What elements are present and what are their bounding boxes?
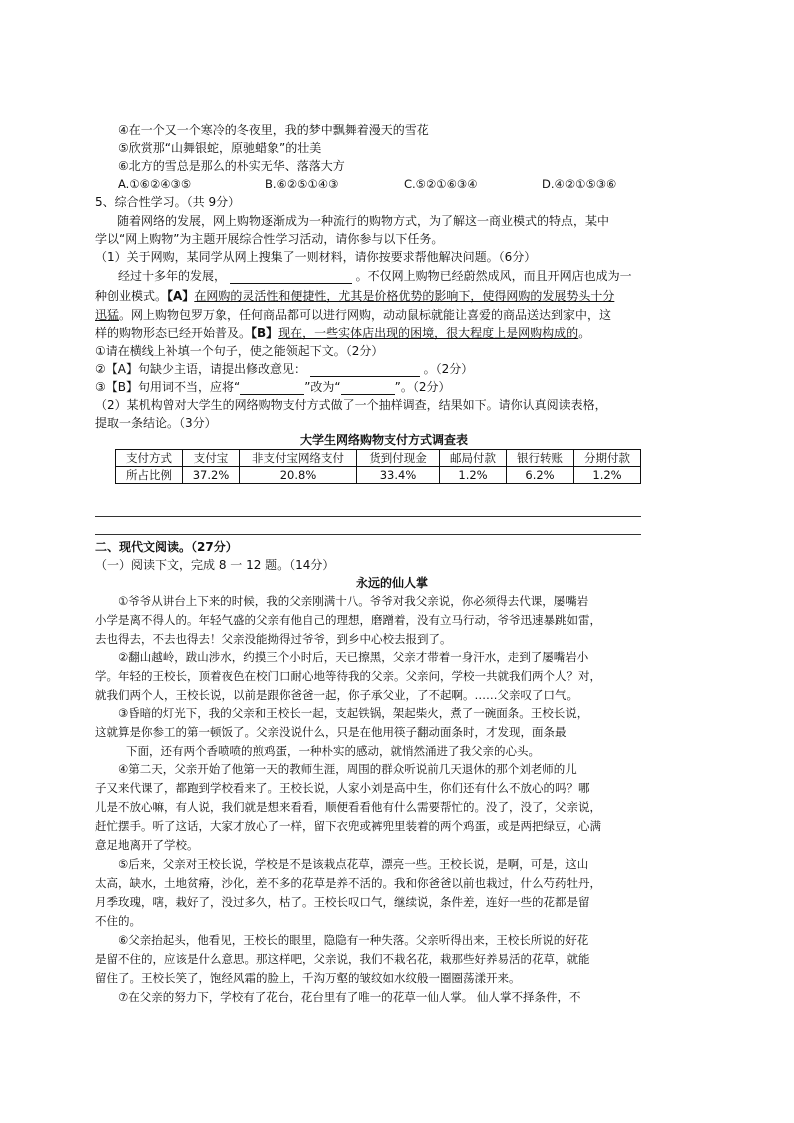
table-header-cell: 邮局付款 — [440, 450, 507, 467]
choice-b: B.⑥②⑤①④③ — [265, 177, 339, 191]
article-line: 留住了。王校长笑了，饱经风霜的脸上，千沟万壑的皱纹如水纹般一圈圈荡漾开来。 — [95, 971, 521, 985]
q5-heading: 5、综合性学习。（共 9分） — [95, 195, 241, 209]
article-line: ④第二天，父亲开始了他第一天的教师生涯，周围的群众听说前几天退休的那个刘老师的儿 — [118, 762, 577, 776]
sentence-a-end: 迅猛 — [95, 308, 120, 322]
choice-d: D.④②①⑤③⑥ — [542, 177, 617, 191]
q5-intro-line2: 学以“网上购物”为主题开展综合性学习活动，请你参与以下任务。 — [95, 232, 444, 246]
article-line: ⑥父亲抬起头，他看见，王校长的眼里，隐隐有一种失落。父亲听得出来，王校长所说的好花 — [118, 933, 589, 947]
article-line: ⑤后来，父亲对王校长说，学校是不是该栽点花草，漂亮一些。王校长说，是啊，可是，这山 — [118, 857, 589, 871]
table-cell: 33.4% — [357, 467, 440, 484]
table-header-cell: 银行转账 — [507, 450, 574, 467]
article-line: 子又来代课了，都跑到学校看来了。王校长说，人家小刘是高中生，你们还有什么不放心的吗？哪 — [95, 781, 590, 795]
table-row — [116, 467, 641, 484]
q5-sub2-line1: （2）某机构曾对大学生的网络购物支付方式做了一个抽样调查，结果如下。请你认真阅读表格， — [95, 398, 607, 412]
task-3-prompt: ③【B】句用词不当，应将“ — [95, 380, 241, 394]
article-line: ②翻山越岭，跋山涉水，约摸三个小时后，天已擦黑，父亲才带着一身汗水，走到了屡嘴岩小 — [118, 650, 589, 664]
table-cell: 1.2% — [440, 467, 507, 484]
article-line: ③昏暗的灯光下，我的父亲和王校长一起，支起铁锅，架起柴火，煮了一碗面条。王校长说， — [118, 706, 589, 720]
passage-text: 。不仅网上购物已经蔚然成风，而且开网店也成为一 — [355, 269, 632, 283]
article-line: 这就算是你参工的第一顿饭了。父亲没说什么，只是在他用筷子翻动面条时，才发现，面条最 — [95, 725, 567, 739]
choice-a: A.①⑥②④③⑤ — [118, 177, 192, 191]
section2-heading: 二、现代文阅读。（27分） — [95, 540, 238, 554]
article-line: 月季玫瑰，嗐，栽好了，没过多久，枯了。王校长叹口气，继续说，条件差，连好一些的花都是留 — [95, 895, 590, 909]
article-line: ①爷爷从讲台上下来的时候，我的父亲刚满十八。爷爷对我父亲说，你必须得去代课，屡嘴岩 — [118, 594, 589, 608]
article-line: 就我们两个人，王校长说，以前是跟你爸爸一起，你子承父业，了不起啊。……父亲叹了口气。 — [95, 688, 578, 702]
task-3-score: ”。（2分） — [394, 380, 451, 394]
fill-blank-2[interactable] — [310, 364, 420, 377]
survey-table — [115, 449, 641, 484]
article-line: 赶忙摆手。听了这话，大家才放心了一样，留下衣兜或裤兜里装着的两个鸡蛋，或是两把绿豆，心满 — [95, 819, 601, 833]
option-item-6: ⑥北方的雪总是那么的朴实无华、落落大方 — [118, 159, 345, 173]
article-line: 不住的。 — [95, 914, 141, 928]
passage-text: 。网上购物包罗万象，任何商品都可以进行网购，动动鼠标就能让喜爱的商品送达到家中，这 — [119, 308, 612, 322]
passage-text: 样的购物形态已经开始普及。 — [95, 326, 252, 340]
article-line: 去也得去，不去也得去！父亲没能拗得过爷爷，到乡中心校去报到了。 — [95, 632, 452, 646]
table-header-cell: 货到付现金 — [357, 450, 440, 467]
answer-line[interactable] — [95, 534, 641, 535]
passage-text: 。 — [578, 326, 591, 340]
q5-intro-line1: 随着网络的发展，网上购物逐渐成为一种流行的购物方式，为了解这一商业模式的特点，某中 — [117, 214, 610, 228]
passage-text: 种创业模式。 — [95, 289, 168, 303]
passage-line2 — [95, 288, 614, 304]
article-line: 是留不住的，应该是什么意思。那这样吧，父亲说，我们不栽名花，栽那些好养易活的花草，就能 — [95, 952, 590, 966]
article-line: 小学是离不得人的。年轻气盛的父亲有他自己的理想，磨蹭着，没有立马行动，爷爷迅速暴跳如雷， — [95, 613, 601, 627]
option-item-5: ⑤欣赏那“山舞银蛇，原驰蜡象”的壮美 — [118, 141, 322, 155]
table-header-cell: 分期付款 — [574, 450, 641, 467]
table-cell: 37.2% — [183, 467, 240, 484]
q5-sub1: （1）关于网购，某同学从网上搜集了一则材料，请你按要求帮他解决问题。（6分） — [95, 250, 537, 264]
passage-line3 — [95, 307, 611, 323]
table-cell: 1.2% — [574, 467, 641, 484]
mark-a: 【A】 — [167, 289, 195, 303]
table-cell: 所占比例 — [116, 467, 183, 484]
article-line: 学。年轻的王校长，顶着夜色在校门口耐心地等待我的父亲。父亲问，学校一共就我们两个人？对， — [95, 669, 601, 683]
article-line: 意足地离开了学校。 — [95, 838, 199, 852]
passage-line1 — [118, 268, 632, 284]
article-line: 儿是不放心嘛，有人说，我们就是想来看看，顺便看看他有什么需要帮忙的。没了，没了，父亲说， — [95, 800, 601, 814]
task-1: ①请在横线上补填一个句子，使之能领起下文。（2分） — [95, 344, 384, 358]
fill-blank-3[interactable] — [240, 382, 304, 395]
article-title: 永远的仙人掌 — [356, 576, 429, 590]
task-3 — [95, 379, 451, 395]
task-2 — [95, 361, 473, 377]
task-3-mid: ”改为“ — [304, 380, 341, 394]
fill-blank-4[interactable] — [341, 382, 395, 395]
table-header-cell: 非支付宝网络支付 — [240, 450, 357, 467]
section2-sub: （一）阅读下文，完成 8 一 12 题。（14分） — [95, 558, 335, 572]
option-item-4: ④在一个又一个寒冷的冬夜里，我的梦中飘舞着漫天的雪花 — [118, 123, 429, 137]
choice-c: C.⑤②①⑥③④ — [404, 177, 478, 191]
table-cell: 20.8% — [240, 467, 357, 484]
sentence-a: 在网购的灵活性和便捷性，尤其是价格优势的影响下，使得网购的发展势头十分 — [194, 289, 615, 303]
table-title: 大学生网络购物支付方式调查表 — [300, 433, 469, 447]
passage-text: 经过十多年的发展， — [118, 269, 227, 283]
article-line: 太高，缺水，土地贫瘠，沙化，差不多的花草是养不活的。我和你爸爸以前也栽过，什么芍药牡丹， — [95, 876, 601, 890]
answer-line[interactable] — [95, 516, 641, 517]
task-2-score: 。（2分） — [423, 362, 474, 376]
table-cell: 6.2% — [507, 467, 574, 484]
passage-line4 — [95, 325, 590, 341]
article-line: ⑦在父亲的努力下，学校有了花台，花台里有了唯一的花草一仙人掌。 仙人掌不择条件，不 — [118, 990, 581, 1004]
table-header-cell: 支付宝 — [183, 450, 240, 467]
table-header-row — [116, 450, 641, 467]
task-2-prompt: ②【A】句缺少主语，请提出修改意见： — [95, 362, 306, 376]
q5-sub2-line2: 提取一条结论。（3分） — [95, 416, 217, 430]
mark-b: 【B】 — [251, 326, 279, 340]
article-line: 下面，还有两个香喷喷的煎鸡蛋，一种朴实的感动，就悄然涌进了我父亲的心头。 — [126, 744, 540, 758]
sentence-b: 现在，一些实体店出现的困境，很大程度上是网购构成的 — [278, 326, 579, 340]
table-header-cell: 支付方式 — [116, 450, 183, 467]
fill-blank-1[interactable] — [230, 271, 352, 284]
